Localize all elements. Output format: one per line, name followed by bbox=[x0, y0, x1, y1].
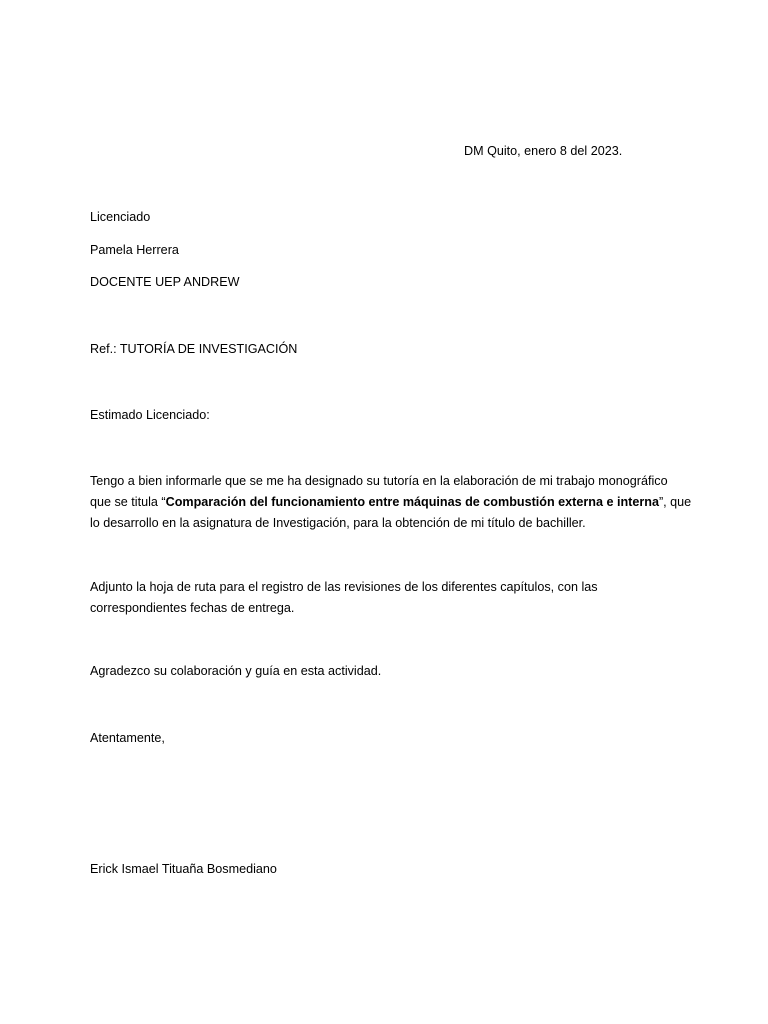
body-paragraph-1-line-1: Tengo a bien informarle que se me ha designado su tutoría en la elaboración de mi trabajo monográfico bbox=[90, 474, 668, 488]
body-paragraph-3: Agradezco su colaboración y guía en esta actividad. bbox=[90, 664, 382, 678]
body-paragraph-1 bbox=[90, 474, 690, 537]
body-paragraph-2 bbox=[90, 580, 690, 622]
reference-line: Ref.: TUTORÍA DE INVESTIGACIÓN bbox=[90, 342, 298, 356]
thesis-title: Comparación del funcionamiento entre máquinas de combustión externa e interna bbox=[165, 495, 659, 509]
thesis-title-prefix: que se titula “ bbox=[90, 495, 166, 509]
closing: Atentamente, bbox=[90, 731, 165, 745]
body-paragraph-1-line-2 bbox=[90, 495, 690, 516]
salutation: Estimado Licenciado: bbox=[90, 408, 210, 422]
body-paragraph-1-line-3: lo desarrollo en la asignatura de Investigación, para la obtención de mi título de bachiller. bbox=[90, 516, 586, 530]
letter-date: DM Quito, enero 8 del 2023. bbox=[464, 144, 623, 158]
recipient-position: DOCENTE UEP ANDREW bbox=[90, 275, 240, 289]
recipient-name: Pamela Herrera bbox=[90, 243, 179, 257]
body-paragraph-2-line-1: Adjunto la hoja de ruta para el registro de las revisiones de los diferentes capítulos, con las bbox=[90, 580, 598, 594]
body-paragraph-2-line-2: correspondientes fechas de entrega. bbox=[90, 601, 295, 615]
thesis-title-suffix: ”, que bbox=[658, 495, 692, 509]
signature-name: Erick Ismael Tituaña Bosmediano bbox=[90, 862, 277, 876]
recipient-title: Licenciado bbox=[90, 210, 151, 224]
